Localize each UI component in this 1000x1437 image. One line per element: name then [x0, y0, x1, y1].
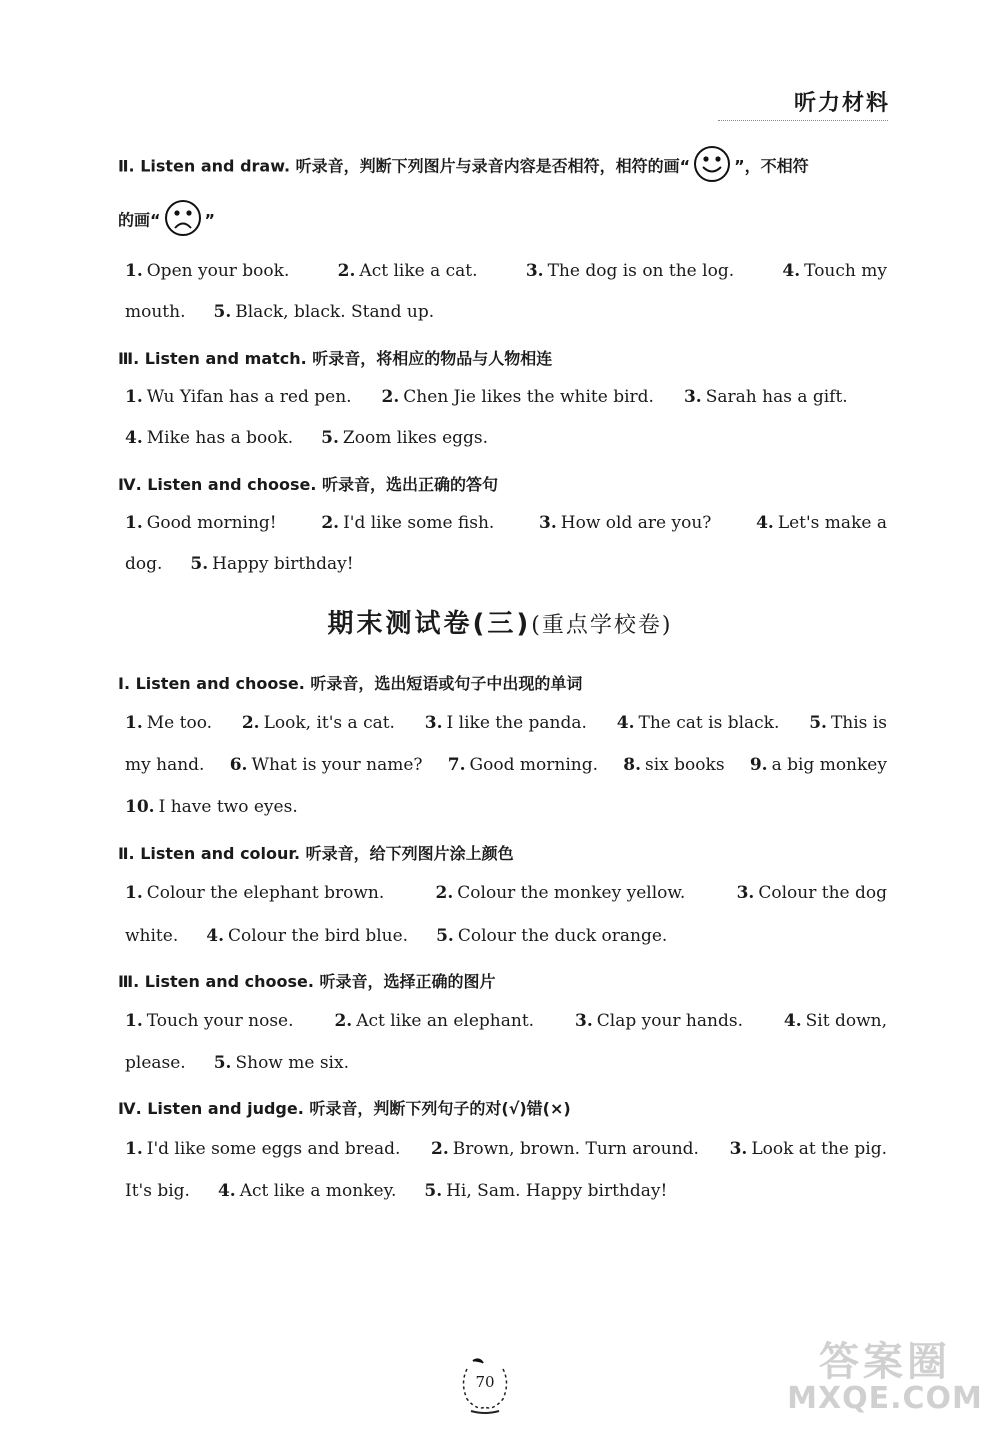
list-item: 3. Colour the dog — [736, 883, 887, 903]
list-item: 7. Good morning. — [447, 755, 598, 775]
list-item: 2. Chen Jie likes the white bird. — [381, 387, 654, 407]
list-item: 1. Colour the elephant brown. — [125, 883, 385, 903]
list-item: 4. Act like a monkey. — [217, 1181, 397, 1201]
list-item: 5. Black, black. Stand up. — [213, 302, 435, 322]
list-item: 3. Look at the pig. — [729, 1139, 887, 1159]
section-b1-line-2 — [125, 755, 887, 775]
list-item: 2. Brown, brown. Turn around. — [431, 1139, 699, 1159]
section-a2-title — [118, 150, 809, 184]
test-title-main: 期末测试卷(三) — [327, 609, 532, 639]
list-item: my hand. — [125, 755, 205, 775]
list-item: 1. Open your book. — [125, 261, 290, 281]
section-a3-line-2 — [125, 428, 887, 448]
list-item: 10. I have two eyes. — [125, 797, 298, 817]
list-item: 8. six books — [623, 755, 725, 775]
section-b2-line-1 — [125, 883, 887, 903]
list-item: 3. How old are you? — [539, 513, 712, 533]
section-a4-line-2 — [125, 554, 887, 574]
section-b3-title: Ⅲ. Listen and choose. 听录音，选择正确的图片 — [118, 972, 496, 991]
section-a2-title-line2-pre: 的画“ — [118, 210, 161, 230]
list-item: 3. Clap your hands. — [575, 1011, 743, 1031]
section-b4-line-1 — [125, 1139, 887, 1159]
list-item: 4. Mike has a book. — [125, 428, 294, 448]
list-item: white. — [125, 926, 179, 946]
test-title — [0, 603, 1000, 640]
section-a2-title-text: Ⅱ. Listen and draw. 听录音，判断下列图片与录音内容是否相符，相符的画“ — [118, 156, 691, 176]
section-b1-line-1 — [125, 713, 887, 733]
section-b3-line-1 — [125, 1011, 887, 1031]
list-item: 2. Colour the monkey yellow. — [435, 883, 686, 903]
section-b4-line-2 — [125, 1181, 887, 1201]
list-item: 4. Let's make a — [756, 513, 887, 533]
page-header-title: 听力材料 — [793, 91, 890, 116]
list-item: 3. I like the panda. — [424, 713, 587, 733]
section-a2-title-line2 — [118, 204, 215, 238]
list-item: 5. Colour the duck orange. — [436, 926, 668, 946]
list-item: dog. — [125, 554, 163, 574]
list-item: 2. I'd like some fish. — [321, 513, 495, 533]
section-a2-title-line2-post: ” — [204, 210, 216, 230]
list-item: 1. Me too. — [125, 713, 213, 733]
list-item: 1. Good morning! — [125, 513, 277, 533]
section-a2-line-2 — [125, 302, 887, 322]
watermark-line-1: 答案圈 — [819, 1339, 951, 1385]
list-item: 6. What is your name? — [229, 755, 423, 775]
section-b2-line-2 — [125, 926, 887, 946]
section-a4-title: Ⅳ. Listen and choose. 听录音，选出正确的答句 — [118, 475, 498, 494]
section-a3-line-1 — [125, 387, 887, 407]
list-item: 5. Show me six. — [213, 1053, 349, 1073]
section-a2-title-mid: ”，不相符 — [734, 156, 809, 176]
list-item: It's big. — [125, 1181, 190, 1201]
test-title-sub: (重点学校卷) — [531, 613, 673, 638]
section-b1-title: Ⅰ. Listen and choose. 听录音，选出短语或句子中出现的单词 — [118, 674, 583, 693]
list-item: 4. The cat is black. — [616, 713, 780, 733]
list-item: 2. Act like a cat. — [337, 261, 478, 281]
list-item: mouth. — [125, 302, 186, 322]
list-item: 2. Act like an elephant. — [334, 1011, 535, 1031]
list-item: 3. Sarah has a gift. — [683, 387, 848, 407]
watermark — [780, 1330, 990, 1416]
list-item: 1. Touch your nose. — [125, 1011, 294, 1031]
list-item: 5. Hi, Sam. Happy birthday! — [424, 1181, 668, 1201]
page-number-badge — [455, 1355, 515, 1415]
list-item: 3. The dog is on the log. — [525, 261, 735, 281]
list-item: 2. Look, it's a cat. — [241, 713, 395, 733]
section-b4-title: Ⅳ. Listen and judge. 听录音，判断下列句子的对(√)错(×) — [118, 1099, 571, 1118]
page-number: 70 — [475, 1373, 495, 1391]
list-item: 5. This is — [809, 713, 887, 733]
section-b2-title: Ⅱ. Listen and colour. 听录音，给下列图片涂上颜色 — [118, 844, 514, 863]
section-b3-line-2 — [125, 1053, 887, 1073]
header-divider — [718, 120, 888, 121]
list-item: 5. Happy birthday! — [190, 554, 354, 574]
sad-face-icon — [163, 198, 203, 238]
list-item: 5. Zoom likes eggs. — [321, 428, 489, 448]
section-a2-line-1 — [125, 261, 887, 281]
list-item: 4. Touch my — [782, 261, 887, 281]
list-item: please. — [125, 1053, 186, 1073]
list-item: 9. a big monkey — [749, 755, 887, 775]
watermark-line-2: MXQE.COM — [787, 1381, 983, 1416]
list-item: 4. Colour the bird blue. — [206, 926, 409, 946]
section-a3-title: Ⅲ. Listen and match. 听录音，将相应的物品与人物相连 — [118, 349, 553, 368]
smiley-face-icon — [692, 144, 732, 184]
list-item: 1. Wu Yifan has a red pen. — [125, 387, 352, 407]
section-b1-line-3 — [125, 797, 887, 817]
list-item: 4. Sit down, — [783, 1011, 887, 1031]
section-a4-line-1 — [125, 513, 887, 533]
list-item: 1. I'd like some eggs and bread. — [125, 1139, 401, 1159]
